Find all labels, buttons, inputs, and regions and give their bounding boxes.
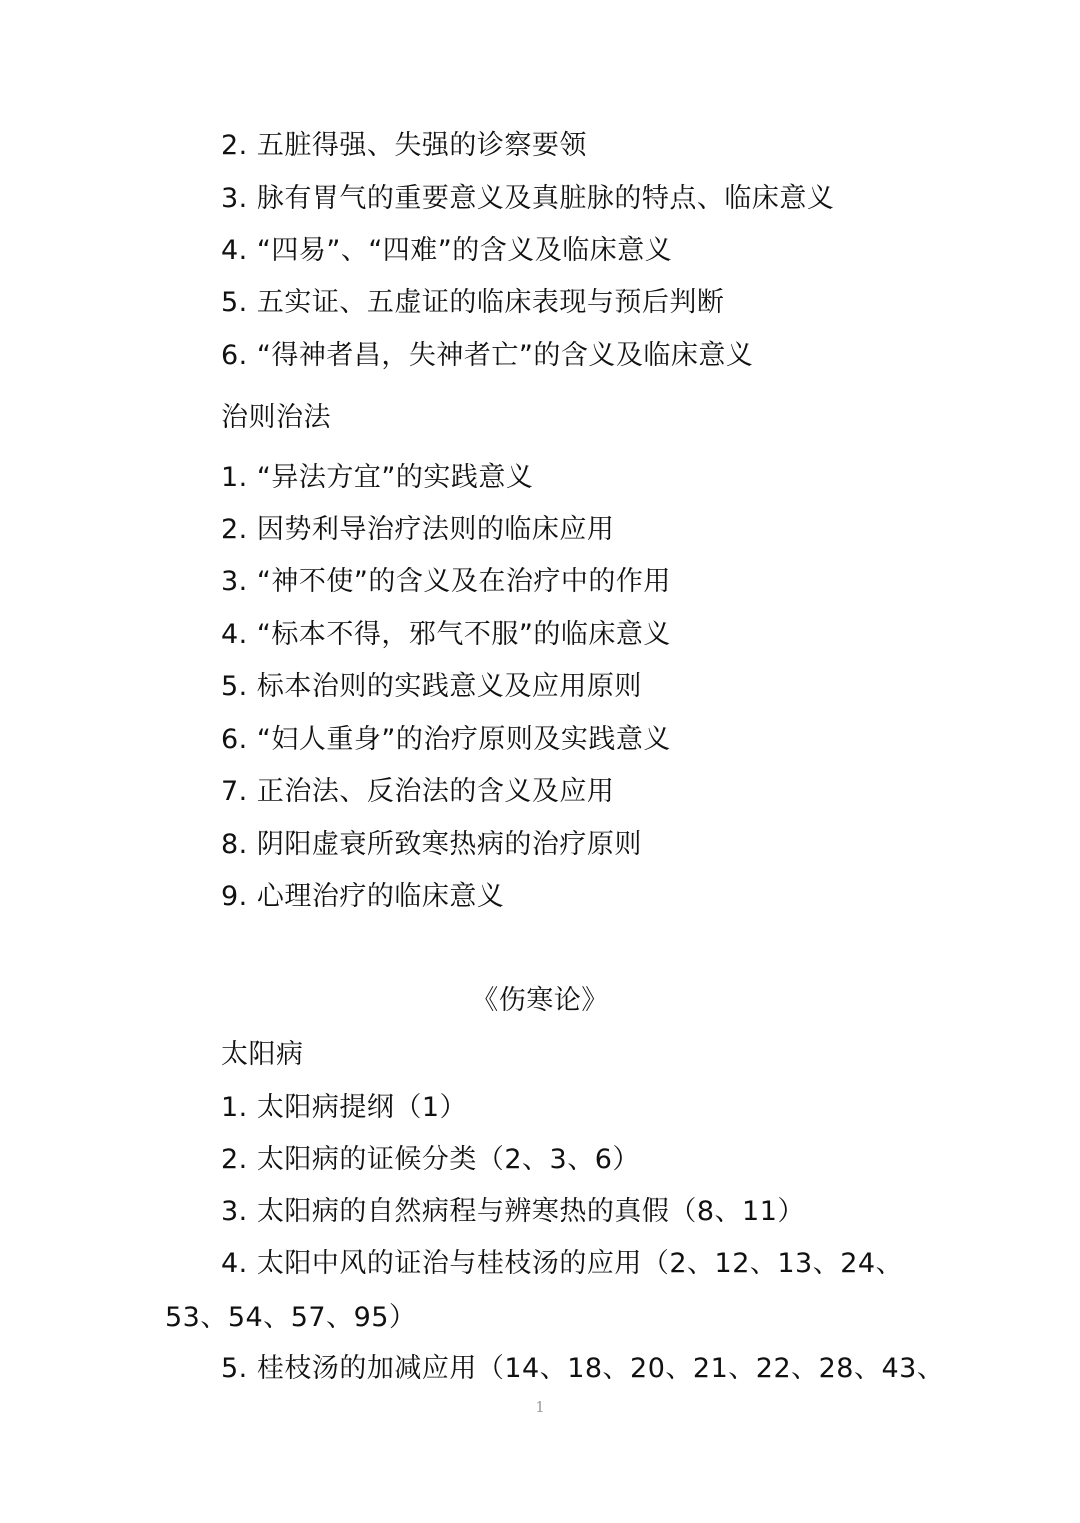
- list-item: 2. 太阳病的证候分类（2、3、6）: [221, 1144, 640, 1175]
- list-item: 8. 阴阳虚衰所致寒热病的治疗原则: [221, 829, 642, 860]
- list-item: 4. 太阳中风的证治与桂枝汤的应用（2、12、13、24、: [221, 1248, 904, 1279]
- section-heading: 治则治法: [221, 402, 331, 433]
- list-item: 2. 五脏得强、失强的诊察要领: [221, 130, 587, 161]
- list-item: 5. 桂枝汤的加减应用（14、18、20、21、22、28、43、: [221, 1353, 945, 1384]
- list-item: 1. 太阳病提纲（1）: [221, 1092, 468, 1123]
- list-item: 1. “异法方宜”的实践意义: [221, 462, 534, 493]
- page-number: 1: [535, 1398, 545, 1416]
- list-item: 6. “得神者昌，失神者亡”的含义及临床意义: [221, 340, 754, 371]
- list-item: 4. “四易”、“四难”的含义及临床意义: [221, 235, 673, 266]
- list-item: 9. 心理治疗的临床意义: [221, 881, 505, 912]
- list-item: 6. “妇人重身”的治疗原则及实践意义: [221, 724, 671, 755]
- book-title: 《伤寒论》: [471, 985, 609, 1016]
- list-item: 5. 五实证、五虚证的临床表现与预后判断: [221, 287, 725, 318]
- list-item: 7. 正治法、反治法的含义及应用: [221, 776, 615, 807]
- list-item: 3. 太阳病的自然病程与辨寒热的真假（8、11）: [221, 1196, 805, 1227]
- list-item: 4. “标本不得，邪气不服”的临床意义: [221, 619, 671, 650]
- list-item: 5. 标本治则的实践意义及应用原则: [221, 671, 642, 702]
- section-heading: 太阳病: [221, 1039, 304, 1070]
- list-item-continuation: 53、54、57、95）: [165, 1302, 417, 1333]
- list-item: 2. 因势利导治疗法则的临床应用: [221, 514, 615, 545]
- list-item: 3. 脉有胃气的重要意义及真脏脉的特点、临床意义: [221, 183, 835, 214]
- list-item: 3. “神不使”的含义及在治疗中的作用: [221, 566, 671, 597]
